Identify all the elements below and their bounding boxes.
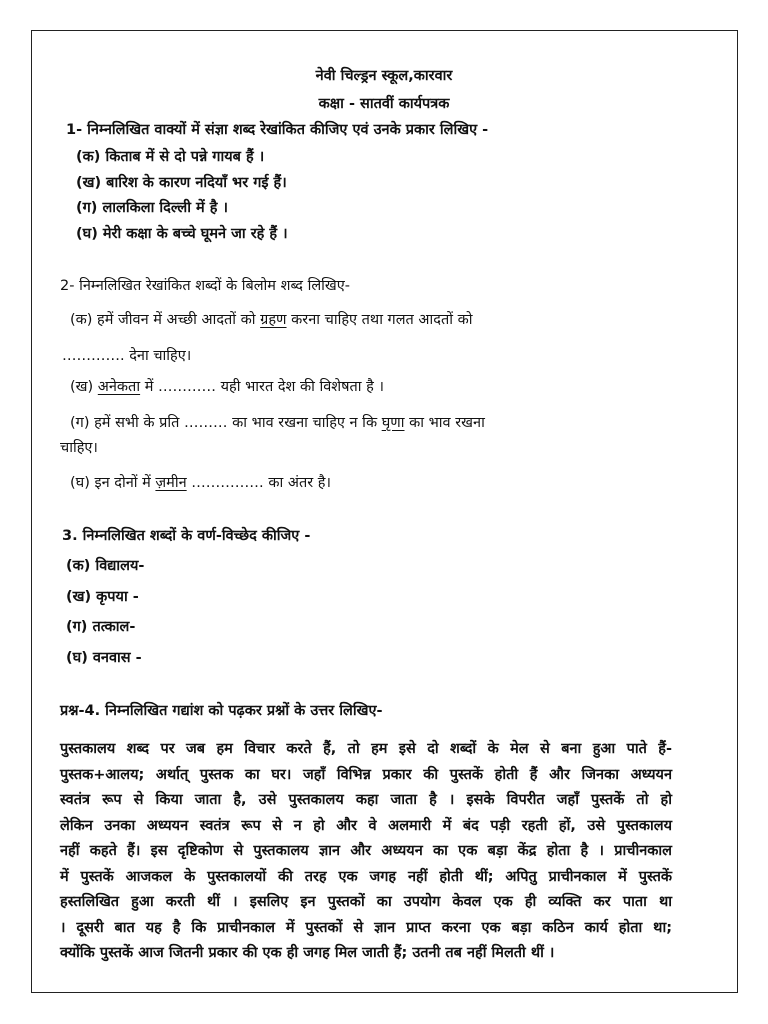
q2-kha-underlined-word: अनेकता [97, 379, 141, 395]
passage-line: हस्तलिखित हुआ करती थीं । इसलिए इन पुस्तकों का उपयोग केवल एक ही व्यक्ति कर पाता था [60, 894, 672, 910]
q3-item-ga: (ग) तत्काल- [66, 619, 136, 635]
q2-ka-pre: (क) हमें जीवन में अच्छी आदतों को [70, 312, 261, 328]
q2-item-ga [70, 413, 485, 433]
q3-heading: 3. निम्नलिखित शब्दों के वर्ण-विच्छेद कीजिए - [62, 528, 311, 544]
q1-heading: 1- निम्नलिखित वाक्यों में संज्ञा शब्द रेखांकित कीजिए एवं उनके प्रकार लिखिए - [66, 122, 489, 138]
q2-item-kha [70, 377, 384, 397]
q2-kha-pre: (ख) [70, 379, 98, 395]
passage-line: पुस्तकालय शब्द पर जब हम विचार करते हैं, तो हम इसे दो शब्दों के मेल से बना हुआ पाते हैं- [60, 741, 672, 757]
q2-heading: 2- निम्नलिखित रेखांकित शब्दों के बिलोम शब्द लिखिए- [60, 278, 351, 294]
class-title: कक्षा - सातवीं कार्यपत्रक [318, 96, 450, 112]
q2-item-gha [70, 473, 331, 493]
passage-line: क्योंकि पुस्तकें आज जितनी प्रकार की एक ही जगह मिल जाती हैं; उतनी तब नहीं मिलती थीं । [60, 945, 555, 961]
q3-item-kha: (ख) कृपया - [66, 589, 139, 605]
q2-ka-underlined-word: ग्रहण [260, 312, 287, 328]
q4-heading: प्रश्न-4. निम्नलिखित गद्यांश को पढ़कर प्रश्नों के उत्तर लिखिए- [60, 703, 383, 719]
passage-line: स्वतंत्र रूप से किया जाता है, उसे पुस्तकालय कहा जाता है । इसके विपरीत जहाँ पुस्तकें तो हो [60, 792, 672, 808]
passage-line: में पुस्तकें आजकल के पुस्तकालयों की तरह एक जगह नहीं होती थीं; अपितु प्राचीनकाल में पुस्तकें [60, 868, 672, 885]
q2-ga-pre: (ग) हमें सभी के प्रति ……… का भाव रखना चाहिए न कि [70, 415, 382, 431]
q2-kha-post: में ………… यही भारत देश की विशेषता है । [140, 379, 384, 395]
q2-ka-post: करना चाहिए तथा गलत आदतों को [286, 312, 473, 328]
q1-item-kha: (ख) बारिश के कारण नदियाँ भर गई हैं। [76, 175, 287, 191]
q2-gha-underlined-word: ज़मीन [155, 475, 187, 491]
q2-gha-pre: (घ) इन दोनों में [70, 475, 156, 491]
school-name: नेवी चिल्ड्रन स्कूल,कारवार [315, 68, 453, 84]
passage-line: नहीं कहते हैं। इस दृष्टिकोण से पुस्तकालय ज्ञान और अध्ययन का एक बड़ा केंद्र होता है । प्राचीनकाल [60, 843, 672, 859]
q1-item-ka: (क) किताब में से दो पन्ने गायब हैं । [76, 149, 265, 165]
q2-ga-underlined-word: घृणा [381, 415, 405, 431]
q2-ga-line2: चाहिए। [60, 440, 98, 456]
passage-line: पुस्तक+आलय; अर्थात् पुस्तक का घर। जहाँ विभिन्न प्रकार की पुस्तकें होती हैं और जिनका अध्ययन [60, 766, 672, 783]
q1-item-gha: (घ) मेरी कक्षा के बच्चे घूमने जा रहे हैं । [76, 226, 288, 242]
q2-ga-post: का भाव रखना [404, 415, 485, 431]
passage-line: । दूसरी बात यह है कि प्राचीनकाल में पुस्तकों से ज्ञान प्राप्त करना एक बड़ा कठिन कार्य होता था; [60, 919, 672, 936]
q1-item-ga: (ग) लालकिला दिल्ली में है । [76, 200, 228, 216]
q2-ka-line2: …………. देना चाहिए। [62, 348, 192, 364]
q3-item-gha: (घ) वनवास - [66, 650, 142, 666]
passage-line: लेकिन उनका अध्ययन स्वतंत्र रूप से न हो और वे अलमारी में बंद पड़ी रहती हों, उसे पुस्तकालय [60, 817, 672, 834]
q2-gha-post: …………… का अंतर है। [186, 475, 331, 491]
q3-item-ka: (क) विद्यालय- [66, 558, 145, 574]
q2-item-ka [70, 310, 472, 330]
q4-passage [60, 737, 672, 967]
